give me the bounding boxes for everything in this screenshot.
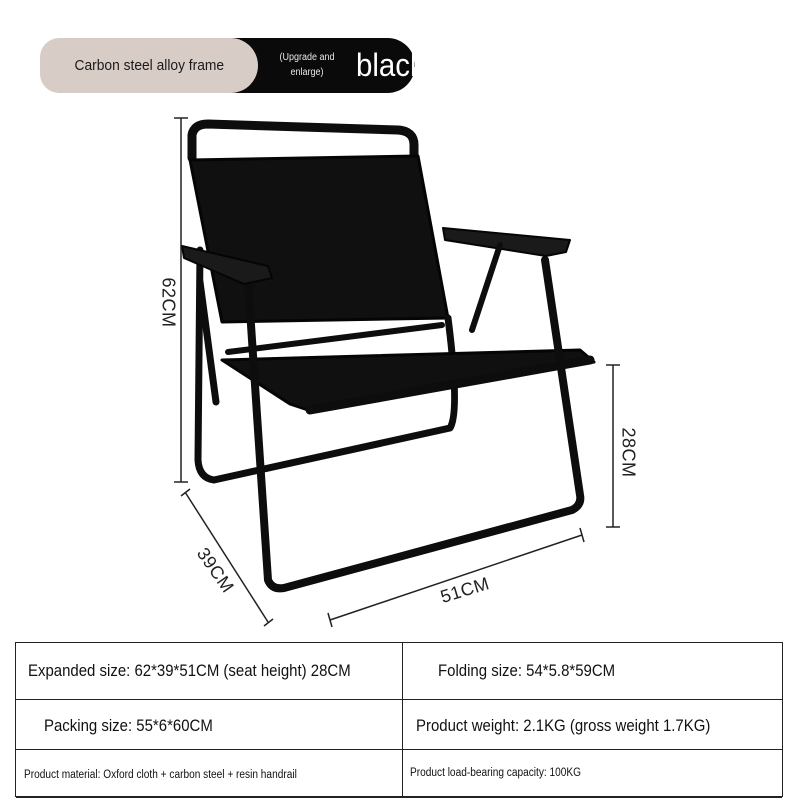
spec-expanded-size: Expanded size: 62*39*51CM (seat height) 28CM [28, 661, 351, 680]
color-name: black [356, 47, 425, 83]
material-label: Carbon steel alloy frame [74, 57, 224, 74]
seat-height-dimension-label: 28CM [618, 427, 639, 478]
chair-image [182, 124, 594, 588]
width-dimension-label: 51CM [438, 573, 492, 607]
depth-dimension-label: 39CM [192, 543, 238, 597]
spec-load-capacity: Product load-bearing capacity: 100KG [410, 767, 582, 779]
spec-folding-size: Folding size: 54*5.8*59CM [438, 661, 616, 680]
height-dimension-label: 62CM [158, 277, 179, 328]
spec-packing-size: Packing size: 55*6*60CM [44, 716, 213, 735]
spec-table [15, 642, 783, 797]
spec-product-weight: Product weight: 2.1KG (gross weight 1.7KG) [416, 716, 711, 735]
upgrade-note: (Upgrade and enlarge) [279, 52, 335, 78]
spec-material: Product material: Oxford cloth + carbon steel + resin handrail [24, 769, 297, 781]
spec-divider [402, 643, 403, 796]
